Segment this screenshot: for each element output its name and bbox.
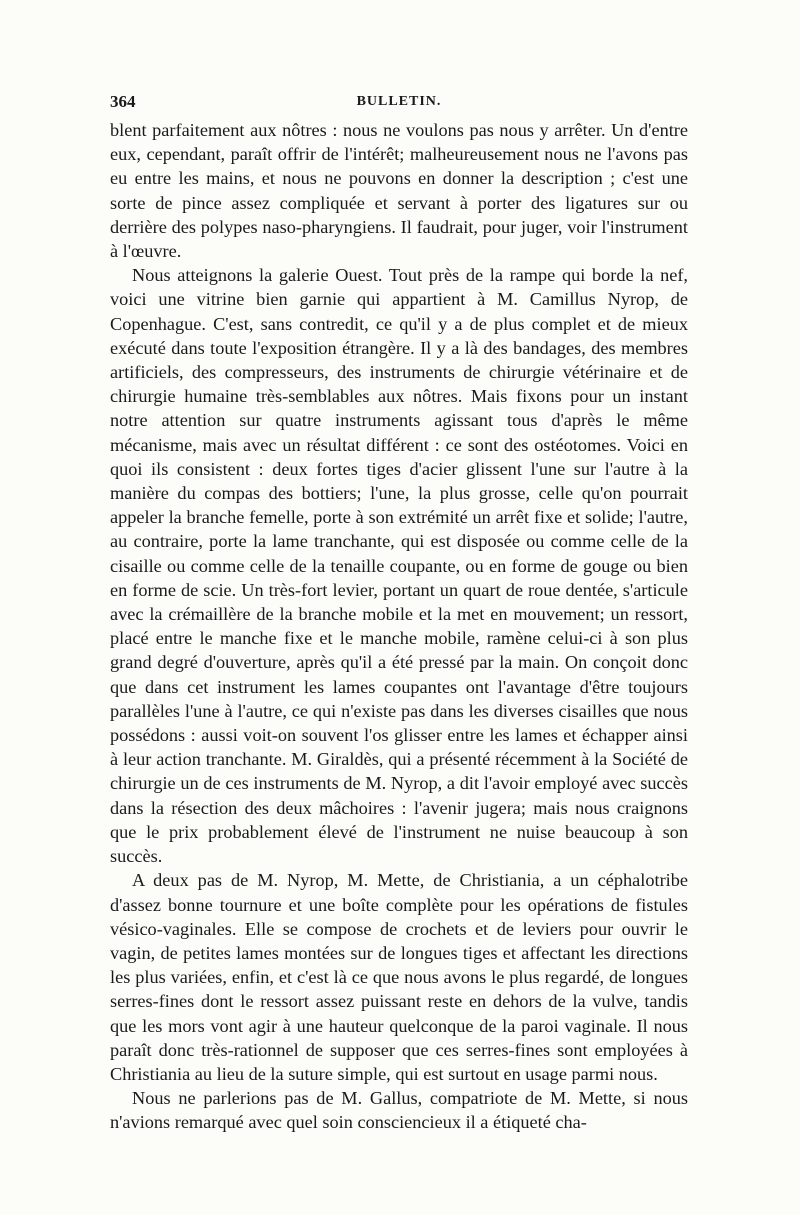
paragraph-continuation: blent parfaitement aux nôtres : nous ne voulons pas nous y arrêter. Un d'entre eux, cependant, paraît offrir de l'intérêt; malheureusement nous ne l'avons pas eu entre les mains, et nous ne pouvons en donner la description ; c'est une sorte de pince assez compliquée et servant à porter des ligatures sur ou derrière des polypes naso-pharyngiens. Il faudrait, pour juger, voir l'instrument à l'œuvre. — [110, 120, 688, 262]
page-header — [110, 92, 688, 118]
paragraph-nyrop: Nous atteignons la galerie Ouest. Tout près de la rampe qui borde la nef, voici une vitrine bien garnie qui appartient à M. Camillus Nyrop, de Copenhague. C'est, sans contredit, ce qu'il y a de plus complet et de mieux exécuté dans toute l'exposition étrangère. Il y a là des bandages, des membres artificiels, des compresseurs, des instruments de chirurgie vétérinaire et de chirurgie humaine très-semblables aux nôtres. Mais fixons pour un instant notre attention sur quatre instruments agissant tous d'après le même mécanisme, mais avec un résultat différent : ce sont des ostéotomes. Voici en quoi ils consistent : deux fortes tiges d'acier glissent l'une sur l'autre à la manière du compas des bottiers; l'une, la plus grosse, celle qu'on pourrait appeler la branche femelle, porte à son extrémité un arrêt fixe et solide; l'autre, au contraire, porte la lame tranchante, qui est disposée ou comme celle de la cisaille ou comme celle de la tenaille coupante, ou en forme de gouge ou bien en forme de scie. Un très-fort levier, portant un quart de roue dentée, s'articule avec la crémaillère de la branche mobile et la met en mouvement; un ressort, placé entre le manche fixe et le manche mobile, ramène celui-ci à son plus grand degré d'ouverture, après qu'il a été pressé par la main. On conçoit donc que dans cet instrument les lames coupantes ont l'avantage d'être toujours parallèles l'une à l'autre, ce qui n'existe pas dans les diverses cisailles que nous possédons : aussi voit-on souvent l'os glisser entre les lames et échapper ainsi à leur action tranchante. M. Giraldès, qui a présenté récemment à la Société de chirurgie un de ces instruments de M. Nyrop, a dit l'avoir employé avec succès dans la résection des deux mâchoires : l'avenir jugera; mais nous craignons que le prix probablement élevé de l'instrument ne nuise beaucoup à son succès. — [110, 265, 688, 867]
running-head: BULLETIN. — [356, 94, 442, 109]
body-text — [110, 118, 688, 1135]
paragraph-mette: A deux pas de M. Nyrop, M. Mette, de Christiania, a un céphalotribe d'assez bonne tournure et une boîte complète pour les opérations de fistules vésico-vaginales. Elle se compose de crochets et de leviers pour ouvrir le vagin, de petites lames montées sur de longues tiges et affectant les directions les plus variées, enfin, et c'est là ce que nous avons le plus regardé, de longues serres-fines dont le ressort assez puissant reste en dehors de la vulve, tandis que les mors vont agir à une hauteur quelconque de la paroi vaginale. Il nous paraît donc très-rationnel de supposer que ces serres-fines sont employées à Christiania au lieu de la suture simple, qui est surtout en usage parmi nous. — [110, 870, 688, 1084]
page-number: 364 — [110, 92, 136, 111]
document-page — [110, 92, 688, 1135]
paragraph-gallus: Nous ne parlerions pas de M. Gallus, compatriote de M. Mette, si nous n'avions remarqué avec quel soin consciencieux il a étiqueté cha- — [110, 1088, 688, 1133]
